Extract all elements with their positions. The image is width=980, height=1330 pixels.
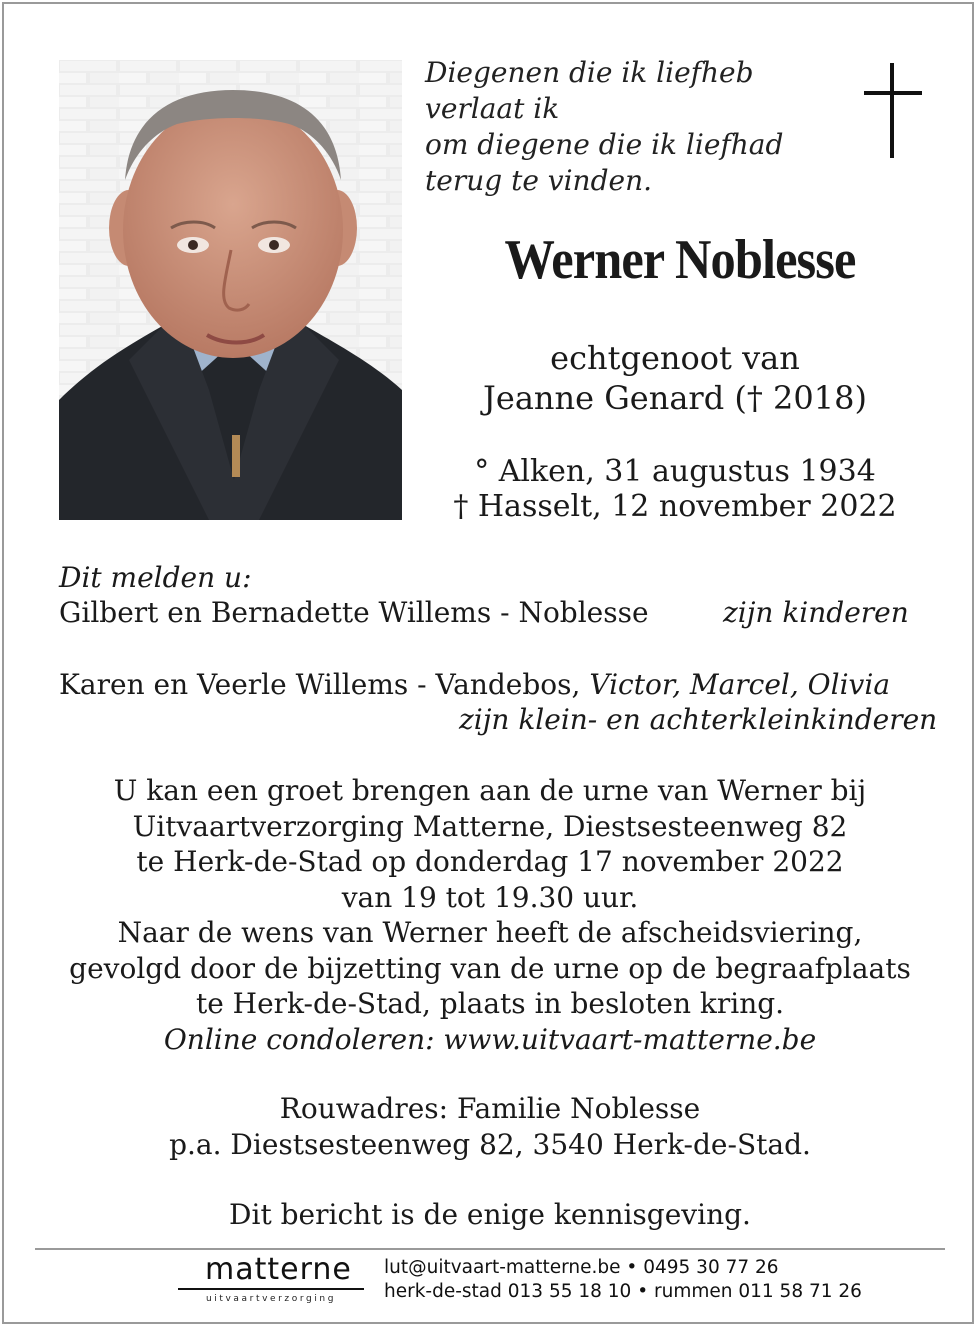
logo-wordmark: matterne xyxy=(205,1252,352,1287)
footer-divider xyxy=(35,1248,945,1250)
quote xyxy=(425,55,783,199)
contact-info xyxy=(384,1256,862,1304)
quote-line: om diegene die ik liefhad xyxy=(425,128,784,161)
grandchildren-names: Karen en Veerle Willems - Vandebos, xyxy=(59,668,581,701)
grandchildren-relation: zijn klein- en achterkleinkinderen xyxy=(459,703,938,736)
birth-date: ° Alken, 31 augustus 1934 xyxy=(474,454,876,489)
contact-line: lut@uitvaart-matterne.be • 0495 30 77 26 xyxy=(384,1257,779,1278)
cross-icon xyxy=(864,63,922,158)
announcement-intro: Dit melden u: xyxy=(59,561,252,594)
body-line: U kan een groet brengen aan de urne van Werner bij xyxy=(113,774,867,807)
grandchildren-line xyxy=(59,668,890,701)
portrait-illustration xyxy=(59,60,402,520)
address-line: p.a. Diestsesteenweg 82, 3540 Herk-de-Stad. xyxy=(169,1128,811,1161)
deceased-name: Werner Noblesse xyxy=(504,229,856,291)
body-line: Uitvaartverzorging Matterne, Diestsesteenweg 82 xyxy=(132,809,848,843)
logo-underline xyxy=(178,1288,364,1290)
quote-line: Diegenen die ik liefheb xyxy=(425,56,754,89)
quote-line: verlaat ik xyxy=(425,92,560,125)
contact-line: herk-de-stad 013 55 18 10 • rummen 011 58 71 26 xyxy=(384,1281,862,1302)
sole-notice: Dit bericht is de enige kennisgeving. xyxy=(229,1198,751,1231)
dates-block xyxy=(440,454,910,524)
body-line: te Herk-de-Stad, plaats in besloten kring. xyxy=(195,987,785,1020)
body-line: van 19 tot 19.30 uur. xyxy=(341,880,639,914)
logo-subtitle: uitvaartverzorging xyxy=(205,1294,337,1304)
great-grandchildren-names: Victor, Marcel, Olivia xyxy=(589,668,891,701)
address-line: Rouwadres: Familie Noblesse xyxy=(279,1092,701,1125)
quote-line: terug te vinden. xyxy=(425,164,653,197)
spouse-block xyxy=(430,338,920,418)
ceremony-info xyxy=(40,773,940,1057)
spouse-name: Jeanne Genard († 2018) xyxy=(483,379,867,417)
body-line: gevolgd door de bijzetting van de urne op de begraafplaats xyxy=(69,951,911,985)
portrait-photo xyxy=(59,60,402,520)
mourning-address xyxy=(40,1091,940,1163)
body-line: te Herk-de-Stad op donderdag 17 november 2022 xyxy=(136,845,844,878)
death-date: † Hasselt, 12 november 2022 xyxy=(453,489,897,524)
children-relation: zijn kinderen xyxy=(723,596,909,629)
children-names: Gilbert en Bernadette Willems - Noblesse xyxy=(59,596,649,629)
body-line: Naar de wens van Werner heeft de afscheidsviering, xyxy=(117,916,863,949)
spouse-intro: echtgenoot van xyxy=(550,339,800,377)
online-condolences: Online condoleren: www.uitvaart-matterne.be xyxy=(163,1022,817,1056)
